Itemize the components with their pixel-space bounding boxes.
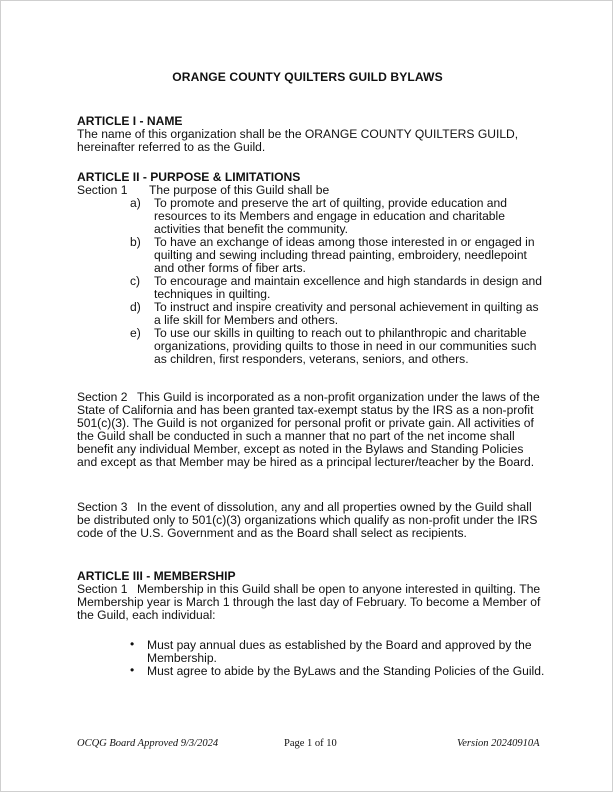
bullet-text: Must pay annual dues as established by the Board and approved by the Membership. [147, 638, 532, 665]
section-text: In the event of dissolution, any and all properties owned by the Guild shall be distributed only to 501(c)(3) organizations which qualify as non-profit under the IRS code of the U.S. Government and as the Board shall select as recipients. [77, 500, 538, 540]
article-2-section-2 [77, 391, 543, 469]
list-item [77, 639, 547, 665]
article-1 [77, 115, 547, 154]
bullet-list [77, 639, 547, 678]
item-text: To encourage and maintain excellence and high standards in design and techniques in quilting. [154, 274, 542, 301]
footer-approval: OCQG Board Approved 9/3/2024 [77, 738, 219, 749]
footer-version: Version 20240910A [457, 738, 540, 749]
item-text: To use our skills in quilting to reach out to philanthropic and charitable organizations, providing quilts to those in need in our communities such as children, first responders, veterans, seniors, and others. [154, 326, 537, 366]
article-2 [77, 171, 547, 366]
membership-requirements [77, 639, 547, 678]
item-text: To have an exchange of ideas among those interested in or engaged in quilting and sewing including thread painting, embroidery, needlepoint and other forms of fiber arts. [154, 235, 535, 275]
item-letter: a) [130, 196, 141, 210]
item-text: To instruct and inspire creativity and personal achievement in quilting as a life skill for Members and others. [154, 300, 539, 327]
article-3-section-1 [77, 583, 543, 622]
article-3-heading: ARTICLE III - MEMBERSHIP [77, 569, 236, 583]
article-1-text: The name of this organization shall be the ORANGE COUNTY QUILTERS GUILD, hereinafter referred to as the Guild. [77, 127, 519, 154]
list-item [77, 327, 547, 366]
item-letter: b) [130, 235, 141, 249]
list-item [77, 275, 547, 301]
list-item [77, 197, 547, 236]
footer-page-number: Page 1 of 10 [284, 738, 337, 749]
section-label: Section 2 [77, 390, 128, 404]
bullet-icon: • [130, 637, 135, 651]
article-3 [77, 570, 543, 622]
bullet-icon: • [130, 663, 135, 677]
section-label: Section 1 [77, 183, 128, 197]
section-3-paragraph [77, 501, 543, 540]
item-letter: e) [130, 326, 141, 340]
article-2-heading: ARTICLE II - PURPOSE & LIMITATIONS [77, 170, 301, 184]
section-intro: The purpose of this Guild shall be [149, 183, 330, 197]
section-text: Membership in this Guild shall be open to anyone interested in quilting. The Membership year is March 1 through the last day of February. To become a Member of the Guild, each individual: [77, 582, 541, 622]
item-text: To promote and preserve the art of quilting, provide education and resources to its Members and engage in education and charitable activities that benefit the community. [154, 196, 507, 236]
list-item [77, 236, 547, 275]
item-letter: d) [130, 300, 141, 314]
section-2-paragraph [77, 391, 543, 469]
bullet-text: Must agree to abide by the ByLaws and the Standing Policies of the Guild. [147, 664, 545, 678]
article-1-heading: ARTICLE I - NAME [77, 114, 183, 128]
article-2-section-3 [77, 501, 543, 540]
list-item [77, 665, 547, 678]
item-letter: c) [130, 274, 141, 288]
section-label: Section 1 [77, 582, 128, 596]
purpose-list [77, 197, 547, 366]
list-item [77, 301, 547, 327]
section-text: This Guild is incorporated as a non-profit organization under the laws of the State of California and has been granted tax-exempt status by the IRS as a non-profit 501(c)(3). The Guild is not organized for personal profit or private gain. All activities of the Guild shall be conducted in such a manner that no part of the net income shall benefit any individual Member, except as noted in the Bylaws and Standing Policies and except as that Member may be hired as a principal lecturer/teacher by the Board. [77, 390, 540, 469]
document-title: ORANGE COUNTY QUILTERS GUILD BYLAWS [172, 70, 443, 84]
section-label: Section 3 [77, 500, 128, 514]
